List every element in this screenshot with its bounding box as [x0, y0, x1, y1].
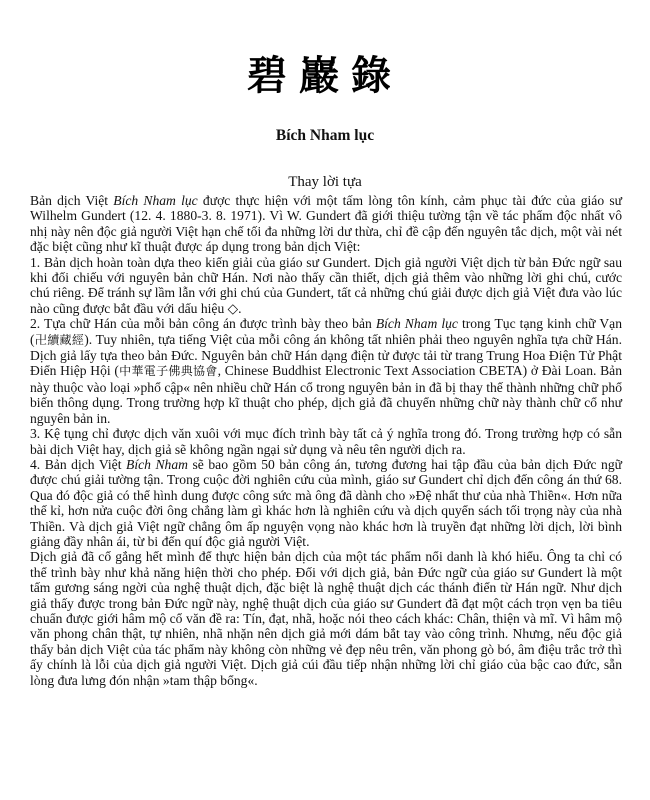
- paragraph-text: Dịch giả đã cố gắng hết mình để thực hiện bản dịch của một tác phẩm nổi danh là khó hiểu. Ông ta chỉ có thể trình bày như khả năng hiện thời cho phép. Đối với dịch giả, bản Đức ngữ của giáo sư Gundert là một tấm gương sáng ngời của nghệ thuật dịch, đặc biệt là nghệ thuật dịch các thánh điển từ Hán ngữ. Như dịch giả thấy được trong bản Đức ngữ này, nghệ thuật dịch của giáo sư Gundert đã đạt một cách trọn vẹn ba tiêu chuẩn được giới hâm mộ cổ văn đề ra: Tín, đạt, nhã, hoặc nói theo cách khác: Chân, thiện và mĩ. Vì hâm mộ văn phong chân thật, tự nhiên, nhã nhặn nên dịch giả mới dám bắt tay vào công trình. Nhưng, nếu độc giả thấy bản dịch Việt của tác phẩm này không còn những vẻ đẹp nêu trên, văn phong gò bó, âm điệu trắc trở thì ấy chính là lỗi của dịch giả người Việt. Dịch giả cúi đầu tiếp nhận những lời chỉ giáo của bậc cao đức, sẵn lòng đưa lưng đón nhận »tam thập bổng«.: [30, 549, 622, 688]
- document-title: Bích Nham lục: [275, 127, 375, 144]
- paragraph-text: 2. Tựa chữ Hán của mỗi bản công án được trình bày theo bản: [30, 316, 376, 332]
- chinese-text: 中華電子佛典協會: [118, 364, 218, 379]
- chinese-title: 碧巖錄: [247, 52, 403, 99]
- paragraph-text: sẽ bao gồm 50 bản công án, tương đương hai tập đầu của bản dịch Đức ngữ được chú giải tường tận. Trong cuộc đời nghiên cứu của mình, giáo sư Gundert chỉ dịch đến công án thứ 68. Qua đó độc giả có thể hình dung được công sức mà ông đã dành cho »Đệ nhất thư của nhà Thiền«. Hơn nữa thế kỉ, hơn nửa cuộc đời ông chẳng làm gì khác hơn là nghiên cứu và dịch quyển sách tối trọng này của nhà Thiền. Và dịch giả Việt ngữ chẳng ôm ấp nguyện vọng nào khác hơn là truyền đạt những lời dịch, lời bình giảng đầy nhân ái, từ bi đến quí độc giả người Việt.: [30, 456, 622, 549]
- paragraph-point-2: [30, 316, 622, 426]
- paragraph-point-3: [30, 426, 622, 457]
- document-body: [30, 193, 622, 688]
- paragraph-closing: [30, 549, 622, 688]
- paragraph-point-1: [30, 255, 622, 317]
- paragraph-text: 1. Bản dịch hoàn toàn dựa theo kiến giải của giáo sư Gundert. Dịch giả người Việt dịch từ bản Đức ngữ sau khi đối chiếu với nguyên bản chữ Hán. Nơi nào thấy cần thiết, dịch giả thêm vào những lời ghi chú, cước chú riêng. Để tránh sự lầm lẫn với ghi chú của Gundert, tất cả những chú giải được dịch giả Việt đưa vào lúc nào cũng được bắt đầu với dấu hiệu ◇.: [30, 254, 622, 316]
- paragraph-text: trong Tục tạng kinh chữ Vạn (: [30, 316, 622, 347]
- paragraph-text: 4. Bản dịch Việt: [30, 456, 127, 472]
- paragraph-text: được thực hiện với một tấm lòng tôn kính, cảm phục tài đức của giáo sư Wilhelm Gundert (12. 4. 1880-3. 8. 1971). Vì W. Gundert đã giới thiệu tường tận về tác phẩm độc nhất vô nhị này nên độc giả người Việt hạn chế tối đa những lời dư thừa, chỉ đề cập đến nguyên tắc dịch, một vài nét đặc biệt cũng như kĩ thuật được áp dụng trong bản dịch Việt:: [30, 193, 622, 255]
- paragraph-text: , Chinese Buddhist Electronic Text Association CBETA) ở Đài Loan. Bản này thuộc vào loại »phổ cập« nên nhiều chữ Hán cổ trong nguyên bản in đã bị thay thế thành những chữ phổ biến thông dụng. Trong trường hợp kĩ thuật cho phép, dịch giả đã chuyển những chữ này thành chữ cổ như nguyên bản in.: [30, 363, 622, 426]
- paragraph-text: 3. Kệ tụng chỉ được dịch văn xuôi với mục đích trình bày tất cả ý nghĩa trong đó. Trong trường hợp có sẵn bài dịch Việt hay, dịch giả sẽ không ngần ngại sử dụng và nêu tên người dịch ra.: [30, 426, 622, 457]
- italic-title-text: Bích Nham lục: [113, 193, 198, 208]
- paragraph-text: ). Tuy nhiên, tựa tiếng Việt của mỗi công án không tất nhiên phải theo nguyên nghĩa tựa chữ Hán. Dịch giả lấy tựa theo bản Đức. Nguyên bản chữ Hán dạng điện tử được tải từ trang Trung Hoa Điện Tử Phật Điển Hiệp Hội (: [30, 331, 622, 379]
- paragraph-intro: [30, 193, 622, 255]
- paragraph-text: Bản dịch Việt: [30, 193, 114, 208]
- chinese-text: 卍續藏經: [34, 332, 85, 347]
- italic-title-text: Bích Nham: [126, 456, 188, 472]
- paragraph-point-4: [30, 457, 622, 549]
- italic-title-text: Bích Nham lục: [375, 316, 458, 332]
- section-title: Thay lời tựa: [288, 174, 362, 190]
